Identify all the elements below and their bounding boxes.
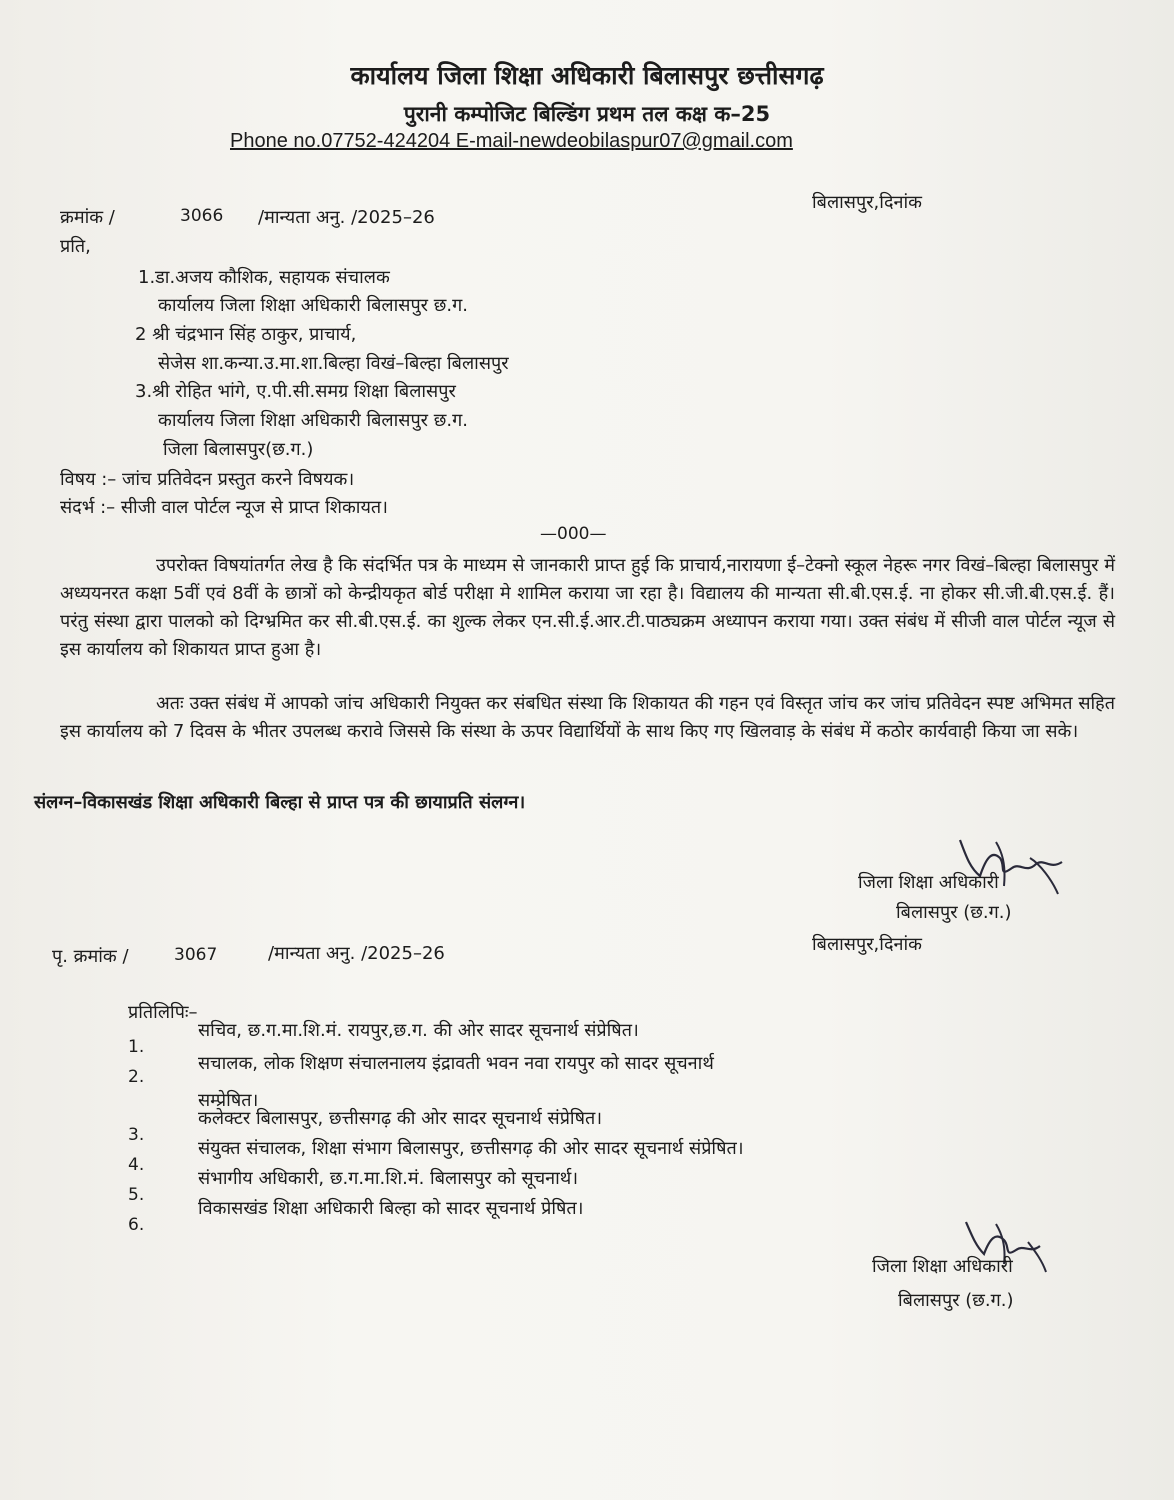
subject-line: विषय :– जांच प्रतिवेदन प्रस्तुत करने विषयक। [60,469,355,490]
endorsement-ref-label: पृ. क्रमांक / [52,946,129,967]
copy-to-label: प्रतिलिपिः– [128,1002,198,1023]
recipient-line: सेजेस शा.कन्या.उ.मा.शा.बिल्हा विखं–बिल्हा बिलासपुर [158,353,509,374]
copy-item-number: 5. [128,1185,145,1205]
ref-suffix: /मान्यता अनु. /2025–26 [258,207,435,228]
copy-item-number: 2. [128,1067,145,1087]
ref-label: क्रमांक / [60,207,115,228]
sign-title: जिला शिक्षा अधिकारी [858,872,999,893]
copy-item-text: संभागीय अधिकारी, छ.ग.मा.शि.मं. बिलासपुर को सूचनार्थ। [198,1168,579,1189]
recipient-line: 1.डा.अजय कौशिक, सहायक संचालक [138,267,390,288]
office-address: पुरानी कम्पोजिट बिल्डिंग प्रथम तल कक्ष क–25 [403,102,771,126]
copy-item-text: विकासखंड शिक्षा अधिकारी बिल्हा को सादर सूचनार्थ प्रेषित। [198,1198,584,1219]
endorsement-sign-place: बिलासपुर (छ.ग.) [898,1290,1014,1311]
signature-mark [940,828,1080,908]
to-label: प्रति, [60,236,91,257]
copy-item-number: 1. [128,1037,145,1057]
body-paragraph-2: अतः उक्त संबंध में आपको जांच अधिकारी नियुक्त कर संबधित संस्था कि शिकायत की गहन एवं विस्तृत जांच कर जांच प्रतिवेदन स्पष्ट अभिमत सहित इस कार्यालय को 7 दिवस के भीतर उपलब्ध करावे जिससे कि संस्था के ऊपर विद्यार्थियों के साथ किए गए खिलवाड़ के संबंध में कठोर कार्यवाही किया जा सके। [60,693,1115,742]
copy-item-text: सम्प्रेषित। [198,1090,259,1111]
copy-item-number: 4. [128,1155,145,1175]
endorsement-place-date: बिलासपुर,दिनांक [812,934,922,955]
copy-item-text: सचालक, लोक शिक्षण संचालनालय इंद्रावती भवन नवा रायपुर को सादर सूचनार्थ [198,1053,714,1074]
place-date: बिलासपुर,दिनांक [812,192,922,213]
office-contact: Phone no.07752-424204 E-mail-newdeobilaspur07@gmail.com [230,130,793,152]
reference-line: संदर्भ :– सीजी वाल पोर्टल न्यूज से प्राप्त शिकायत। [60,497,388,518]
copy-item-text: सचिव, छ.ग.मा.शि.मं. रायपुर,छ.ग. की ओर सादर सूचनार्थ संप्रेषित। [198,1020,639,1041]
office-title: कार्यालय जिला शिक्षा अधिकारी बिलासपुर छत्तीसगढ़ [350,61,824,90]
recipient-line: जिला बिलासपुर(छ.ग.) [163,439,314,460]
copy-item-number: 6. [128,1215,145,1235]
recipient-line: कार्यालय जिला शिक्षा अधिकारी बिलासपुर छ.ग. [158,410,468,431]
copy-item-number: 3. [128,1125,145,1145]
endorsement-ref-suffix: /मान्यता अनु. /2025–26 [268,943,445,964]
separator: —000— [540,524,607,544]
recipient-line: कार्यालय जिला शिक्षा अधिकारी बिलासपुर छ.ग. [158,295,468,316]
recipient-line: 3.श्री रोहित भांगे, ए.पी.सी.समग्र शिक्षा बिलासपुर [135,381,456,402]
sign-place: बिलासपुर (छ.ग.) [896,902,1012,923]
recipient-line: 2 श्री चंद्रभान सिंह ठाकुर, प्राचार्य, [135,324,357,345]
copy-item-text: कलेक्टर बिलासपुर, छत्तीसगढ़ की ओर सादर सूचनार्थ संप्रेषित। [198,1108,603,1129]
enclosure-line: संलग्न–विकासखंड शिक्षा अधिकारी बिल्हा से प्राप्त पत्र की छायाप्रति संलग्न। [34,792,526,813]
endorsement-ref-number: 3067 [174,945,218,965]
body-paragraph-1: उपरोक्त विषयांतर्गत लेख है कि संदर्भित पत्र के माध्यम से जानकारी प्राप्त हुई कि प्राचार्य,नारायणा ई–टेक्नो स्कूल नेहरू नगर विखं–बिल्हा बिलासपुर में अध्ययनरत कक्षा 5वीं एवं 8वीं के छात्रों को केन्द्रीयकृत बोर्ड परीक्षा मे शामिल कराया जा रहा है। विद्यालय की मान्यता सी.बी.एस.ई. ना होकर सी.जी.बी.एस.ई. हैं। परंतु संस्था द्वारा पालको को दिग्भ्रमित कर सी.बी.एस.ई. का शुल्क लेकर एन.सी.ई.आर.टी.पाठ्यक्रम अध्यापन कराया गया। उक्त संबंध में सीजी वाल पोर्टल न्यूज से इस कार्यालय को शिकायत प्राप्त हुआ है। [60,555,1115,660]
ref-number: 3066 [180,206,224,226]
endorsement-sign-title: जिला शिक्षा अधिकारी [872,1256,1013,1277]
copy-item-text: संयुक्त संचालक, शिक्षा संभाग बिलासपुर, छत्तीसगढ़ की ओर सादर सूचनार्थ संप्रेषित। [198,1138,744,1159]
